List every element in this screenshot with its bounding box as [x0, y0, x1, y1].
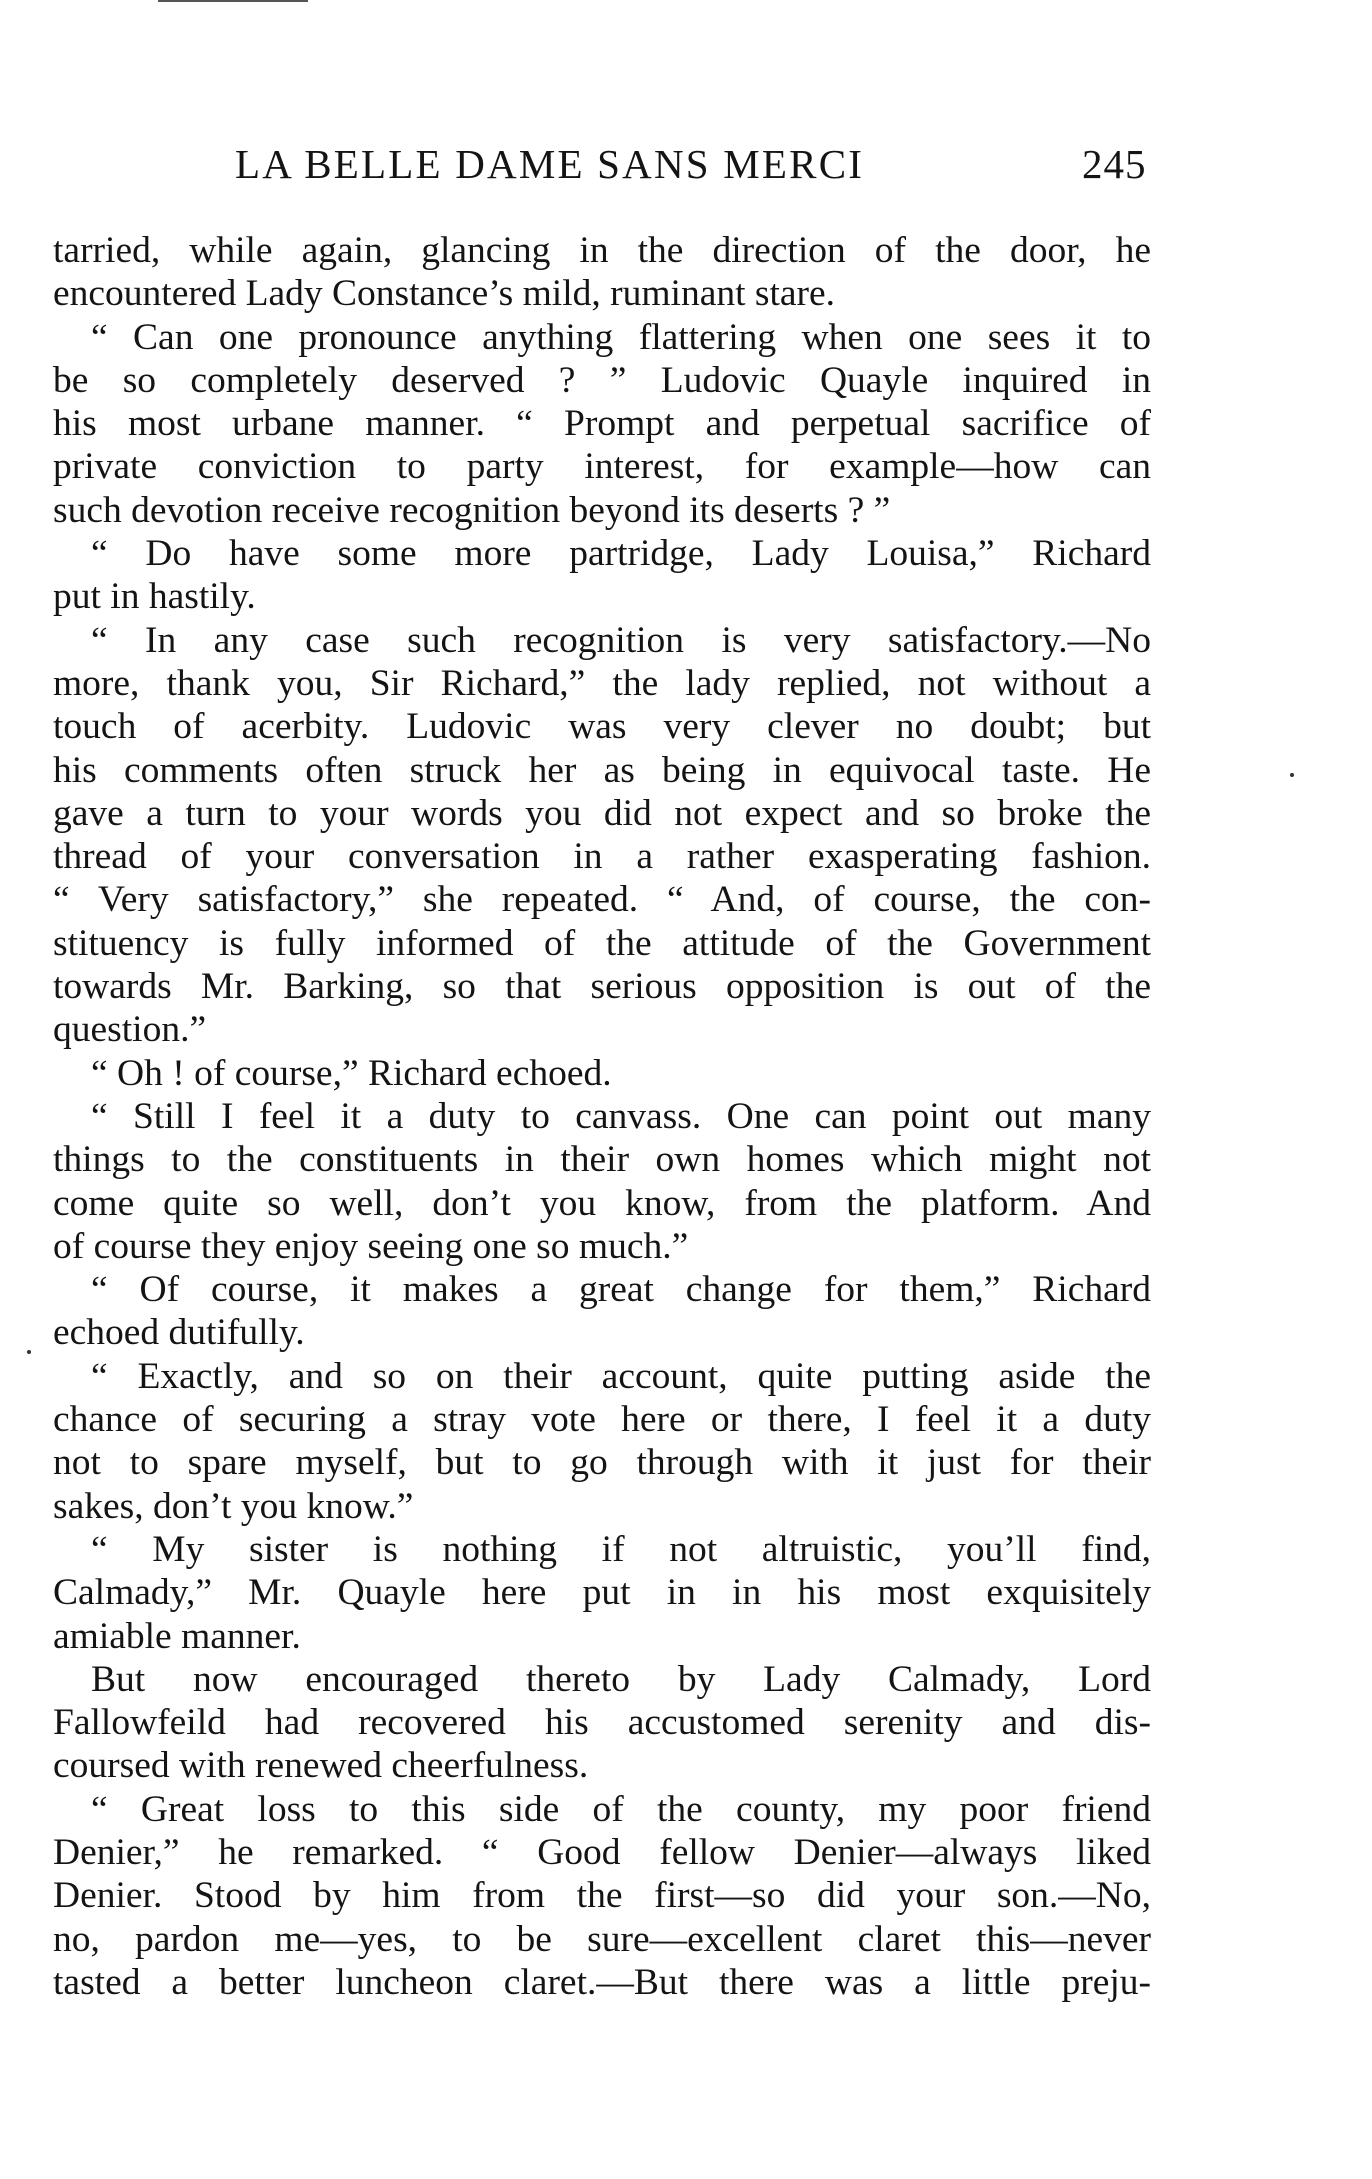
text-line: no, pardon me—yes, to be sure—excellent claret this—never	[53, 1918, 1151, 1960]
text-line: Fallowfeild had recovered his accustomed serenity and dis-	[53, 1702, 1151, 1744]
text-line: “ Of course, it makes a great change for them,” Richard	[91, 1269, 1151, 1311]
text-line: “ Do have some more partridge, Lady Louisa,” Richard	[91, 533, 1151, 575]
running-head: LA BELLE DAME SANS MERCI	[235, 141, 865, 187]
text-line: not to spare myself, but to go through with it just for their	[53, 1442, 1151, 1484]
text-line: Denier,” he remarked. “ Good fellow Denier—always liked	[53, 1831, 1151, 1873]
text-line: echoed dutifully.	[53, 1312, 305, 1354]
text-line: come quite so well, don’t you know, from the platform. And	[53, 1182, 1151, 1224]
page-header	[0, 140, 1372, 190]
text-line: stituency is fully informed of the attitude of the Government	[53, 922, 1151, 964]
text-line: his most urbane manner. “ Prompt and perpetual sacrifice of	[53, 403, 1151, 445]
text-line: his comments often struck her as being in equivocal taste. He	[53, 749, 1151, 791]
text-line: more, thank you, Sir Richard,” the lady replied, not without a	[53, 662, 1151, 704]
margin-dot	[1290, 773, 1294, 777]
text-line: towards Mr. Barking, so that serious opposition is out of the	[53, 966, 1151, 1008]
text-line: “ My sister is nothing if not altruistic, you’ll find,	[91, 1528, 1151, 1570]
text-line: put in hastily.	[53, 576, 256, 618]
margin-dot	[27, 1350, 31, 1354]
text-line: “ Very satisfactory,” she repeated. “ And, of course, the con-	[53, 879, 1151, 921]
text-line: Calmady,” Mr. Quayle here put in in his most exquisitely	[53, 1572, 1151, 1614]
text-line: But now encouraged thereto by Lady Calmady, Lord	[91, 1658, 1151, 1700]
text-line: private conviction to party interest, for example—how can	[53, 446, 1151, 488]
text-line: such devotion receive recognition beyond its deserts ? ”	[53, 489, 891, 531]
text-line: be so completely deserved ? ” Ludovic Quayle inquired in	[53, 359, 1151, 401]
text-line: “ Still I feel it a duty to canvass. One can point out many	[91, 1095, 1151, 1137]
text-line: gave a turn to your words you did not expect and so broke the	[53, 792, 1151, 834]
text-line: things to the constituents in their own homes which might not	[53, 1139, 1151, 1181]
text-line: thread of your conversation in a rather exasperating fashion.	[53, 836, 1151, 878]
text-line: “ In any case such recognition is very satisfactory.—No	[91, 619, 1151, 661]
text-line: chance of securing a stray vote here or there, I feel it a duty	[53, 1399, 1151, 1441]
text-line: amiable manner.	[53, 1615, 301, 1657]
text-line: “ Oh ! of course,” Richard echoed.	[91, 1052, 612, 1094]
text-line: tasted a better luncheon claret.—But there was a little preju-	[53, 1961, 1151, 2003]
top-rule	[158, 0, 308, 2]
text-line: “ Can one pronounce anything flattering when one sees it to	[91, 316, 1151, 358]
text-line: sakes, don’t you know.”	[53, 1485, 414, 1527]
text-line: tarried, while again, glancing in the direction of the door, he	[53, 230, 1151, 271]
text-line: touch of acerbity. Ludovic was very clever no doubt; but	[53, 706, 1151, 748]
body-text	[53, 229, 1151, 2004]
text-line: “ Exactly, and so on their account, quite putting aside the	[91, 1355, 1151, 1397]
text-line: of course they enjoy seeing one so much.”	[53, 1225, 689, 1267]
text-line: question.”	[53, 1009, 207, 1051]
text-line: “ Great loss to this side of the county, my poor friend	[91, 1788, 1151, 1830]
text-line: coursed with renewed cheerfulness.	[53, 1745, 589, 1787]
page-number: 245	[1082, 141, 1147, 187]
text-line: Denier. Stood by him from the first—so did your son.—No,	[53, 1875, 1151, 1917]
text-line: encountered Lady Constance’s mild, ruminant stare.	[53, 273, 836, 315]
